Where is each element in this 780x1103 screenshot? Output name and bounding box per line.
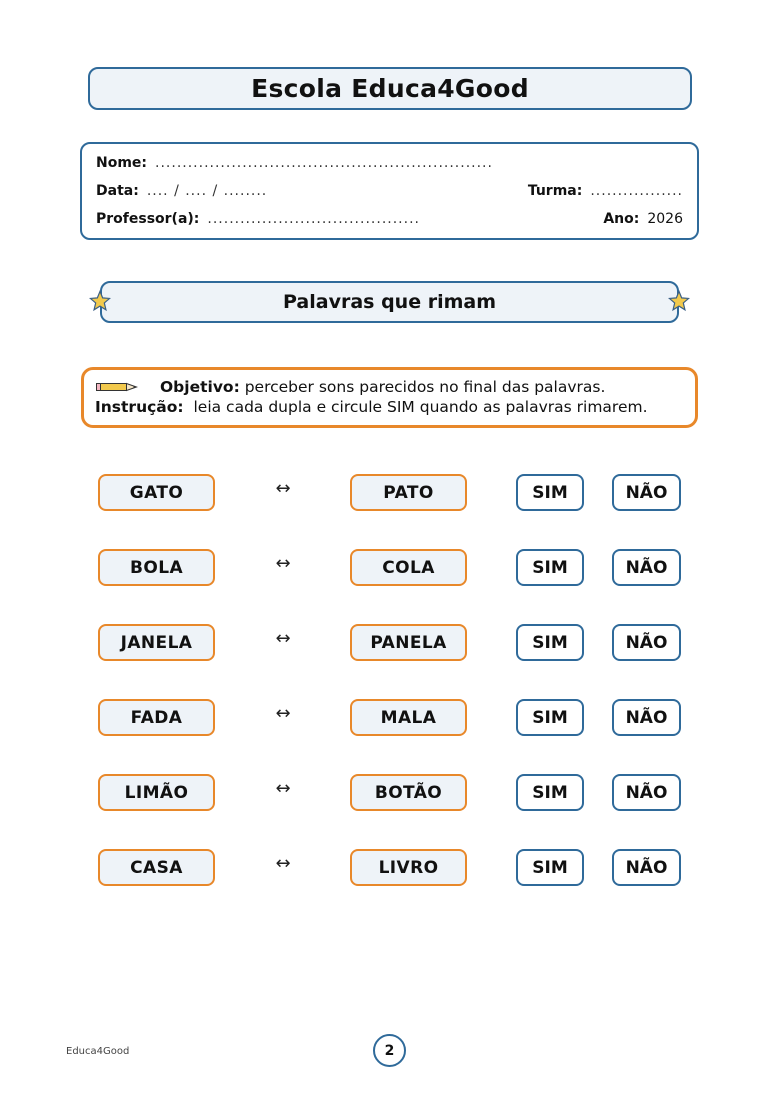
yes-option[interactable]: SIM [516, 849, 584, 886]
word-a: FADA [98, 699, 215, 736]
word-pair-row [0, 474, 780, 512]
yes-option[interactable]: SIM [516, 774, 584, 811]
date-class-row [96, 182, 683, 200]
word-pair-row [0, 774, 780, 812]
word-pair-row [0, 699, 780, 737]
no-option[interactable]: NÃO [612, 474, 681, 511]
word-b: PANELA [350, 624, 467, 661]
date-label: Data: [96, 183, 139, 199]
word-a: LIMÃO [98, 774, 215, 811]
objective-box [81, 367, 698, 428]
name-label: Nome: [96, 155, 148, 171]
yes-option[interactable]: SIM [516, 549, 584, 586]
star-icon [668, 290, 690, 312]
teacher-blank[interactable]: ....................................... [207, 211, 420, 227]
instruction-text: leia cada dupla e circule SIM quando as palavras rimarem. [193, 398, 648, 416]
school-title-box [88, 67, 692, 110]
word-a: CASA [98, 849, 215, 886]
word-b: PATO [350, 474, 467, 511]
no-option[interactable]: NÃO [612, 774, 681, 811]
yes-option[interactable]: SIM [516, 474, 584, 511]
word-a: JANELA [98, 624, 215, 661]
year-field [603, 211, 683, 227]
teacher-year-row [96, 210, 683, 228]
double-arrow-icon: ↔ [275, 703, 291, 724]
double-arrow-icon: ↔ [275, 478, 291, 499]
objective-text: perceber sons parecidos no final das palavras. [244, 378, 606, 396]
pencil-icon [96, 382, 138, 392]
double-arrow-icon: ↔ [275, 553, 291, 574]
name-row [96, 154, 683, 172]
word-b: BOTÃO [350, 774, 467, 811]
star-icon [89, 290, 111, 312]
page-number: 2 [373, 1034, 406, 1067]
year-value: 2026 [647, 211, 683, 227]
section-title-box [100, 281, 679, 323]
word-b: COLA [350, 549, 467, 586]
double-arrow-icon: ↔ [275, 853, 291, 874]
instruction-line [95, 397, 684, 417]
school-title: Escola Educa4Good [251, 74, 529, 103]
teacher-label: Professor(a): [96, 211, 200, 227]
no-option[interactable]: NÃO [612, 624, 681, 661]
name-blank[interactable]: .............................................................. [155, 155, 493, 171]
instruction-label: Instrução: [95, 398, 184, 416]
date-blank[interactable]: .... / .... / ........ [146, 183, 268, 199]
objective-line [95, 377, 684, 397]
word-pair-row [0, 624, 780, 662]
word-b: MALA [350, 699, 467, 736]
student-info-box [80, 142, 699, 240]
word-pair-row [0, 549, 780, 587]
word-pair-row [0, 849, 780, 887]
double-arrow-icon: ↔ [275, 778, 291, 799]
no-option[interactable]: NÃO [612, 849, 681, 886]
word-a: BOLA [98, 549, 215, 586]
yes-option[interactable]: SIM [516, 699, 584, 736]
section-title: Palavras que rimam [283, 291, 496, 313]
yes-option[interactable]: SIM [516, 624, 584, 661]
class-blank[interactable]: ................. [590, 183, 683, 199]
word-a: GATO [98, 474, 215, 511]
footer-brand: Educa4Good [66, 1046, 130, 1057]
no-option[interactable]: NÃO [612, 699, 681, 736]
year-label: Ano: [603, 211, 640, 227]
class-field [528, 183, 683, 199]
objective-label: Objetivo: [160, 378, 240, 396]
class-label: Turma: [527, 183, 583, 199]
word-b: LIVRO [350, 849, 467, 886]
no-option[interactable]: NÃO [612, 549, 681, 586]
double-arrow-icon: ↔ [275, 628, 291, 649]
